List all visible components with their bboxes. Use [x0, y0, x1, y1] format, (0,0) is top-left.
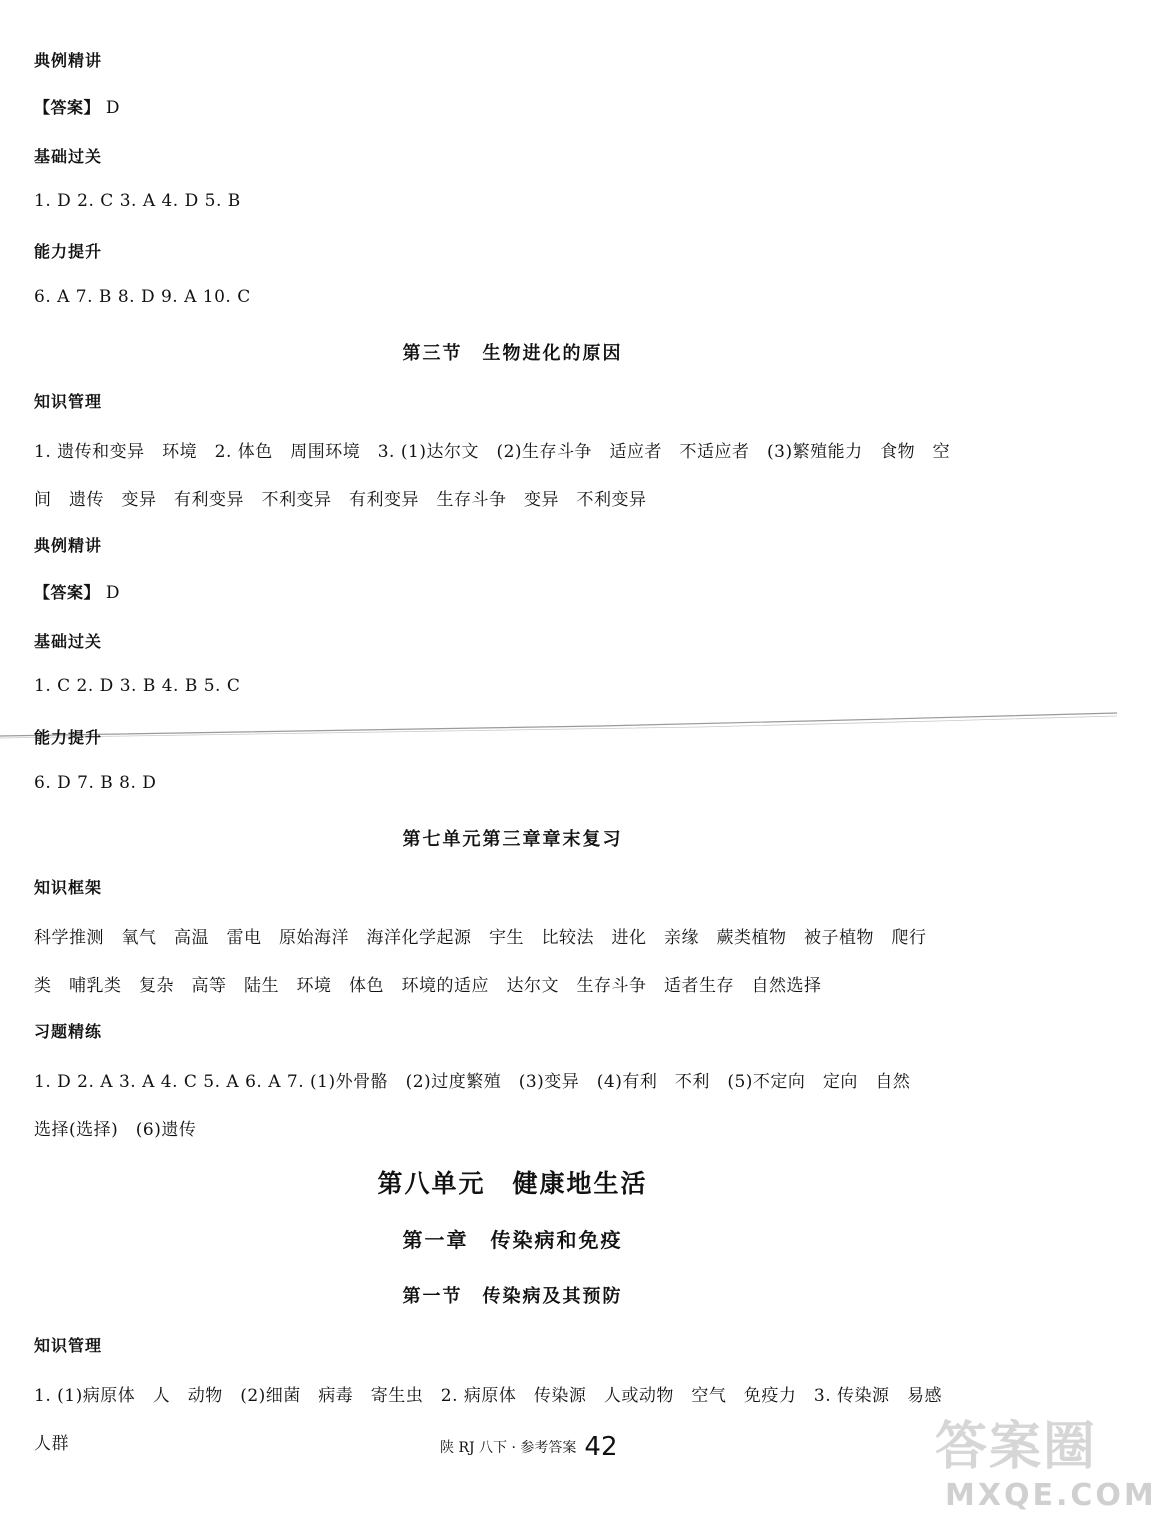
ability-label-1: 能力提升 [34, 242, 103, 261]
answer-value: D [105, 98, 121, 118]
answer-bracket: 【答案】 [34, 583, 101, 602]
framework-label: 知识框架 [34, 878, 103, 897]
example-label-3: 典例精讲 [34, 536, 103, 555]
footer-text: 陕 RJ 八下 · 参考答案 [440, 1440, 577, 1456]
basic-answers-3: 1. C 2. D 3. B 4. B 5. C [34, 676, 241, 696]
knowledge-line-8b: 人群 [34, 1434, 69, 1454]
knowledge-line-3a: 1. 遗传和变异 环境 2. 体色 周围环境 3. (1)达尔文 (2)生存斗争 适应者 不适应者 (3)繁殖能力 食物 空 [34, 442, 951, 462]
chapter-title: 第一章 传染病和免疫 [402, 1228, 623, 1252]
answer-value: D [105, 583, 121, 603]
watermark-logo [925, 1400, 1157, 1530]
section-title-3: 第三节 生物进化的原因 [402, 343, 623, 364]
basic-answers-1: 1. D 2. C 3. A 4. D 5. B [34, 191, 241, 211]
exercise-line-a: 1. D 2. A 3. A 4. C 5. A 6. A 7. (1)外骨骼 (2)过度繁殖 (3)变异 (4)有利 不利 (5)不定向 定向 自然 [34, 1072, 911, 1092]
framework-line-b: 类 哺乳类 复杂 高等 陆生 环境 体色 环境的适应 达尔文 生存斗争 适者生存 自然选择 [34, 976, 822, 996]
knowledge-label-3: 知识管理 [34, 392, 103, 411]
example-label-1: 典例精讲 [34, 51, 103, 70]
framework-line-a: 科学推测 氧气 高温 雷电 原始海洋 海洋化学起源 宇生 比较法 进化 亲缘 蕨类植物 被子植物 爬行 [34, 928, 927, 948]
basic-label-1: 基础过关 [34, 147, 103, 166]
watermark-bottom-text: MXQE.COM [945, 1478, 1157, 1513]
page-number: 42 [584, 1432, 618, 1462]
answer-bracket: 【答案】 [34, 98, 101, 117]
knowledge-line-8a: 1. (1)病原体 人 动物 (2)细菌 病毒 寄生虫 2. 病原体 传染源 人或动物 空气 免疫力 3. 传染源 易感 [34, 1386, 943, 1406]
review-title: 第七单元第三章章末复习 [402, 829, 623, 850]
answer-line-1 [34, 95, 120, 118]
unit-title: 第八单元 健康地生活 [377, 1169, 648, 1198]
exercise-label: 习题精练 [34, 1022, 103, 1041]
basic-label-3: 基础过关 [34, 632, 103, 651]
ability-answers-3: 6. D 7. B 8. D [34, 773, 157, 793]
exercise-line-b: 选择(选择) (6)遗传 [34, 1120, 197, 1140]
knowledge-line-3b: 间 遗传 变异 有利变异 不利变异 有利变异 生存斗争 变异 不利变异 [34, 490, 647, 510]
ability-label-3: 能力提升 [34, 728, 103, 747]
section-title-8-1: 第一节 传染病及其预防 [402, 1286, 623, 1307]
scan-artifact-line [0, 712, 1117, 742]
page-footer [440, 1432, 618, 1462]
watermark-top-text: 答案圈 [935, 1417, 1098, 1477]
knowledge-label-8: 知识管理 [34, 1336, 103, 1355]
answer-line-3 [34, 580, 120, 603]
ability-answers-1: 6. A 7. B 8. D 9. A 10. C [34, 287, 251, 307]
